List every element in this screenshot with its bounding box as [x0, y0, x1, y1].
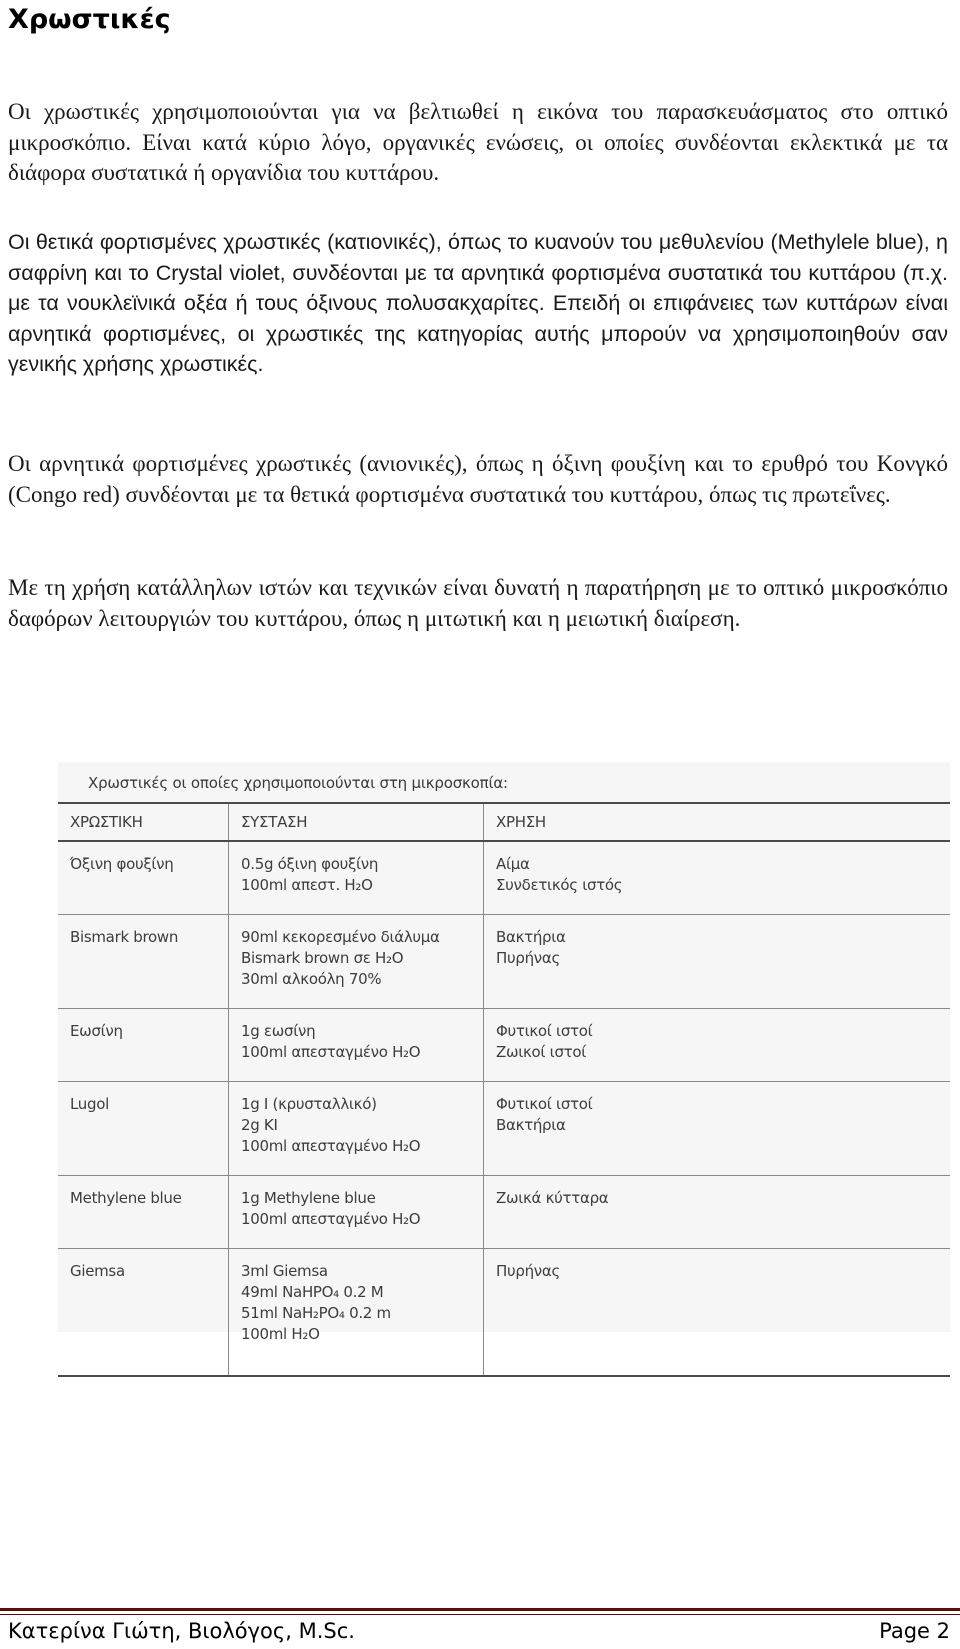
footer-author: Κατερίνα Γιώτη, Βιολόγος, M.Sc.	[8, 1619, 355, 1643]
composition-line: 90ml κεκορεσμένο διάλυμα	[241, 928, 440, 946]
composition-line: 100ml H₂O	[241, 1325, 320, 1343]
table-row	[58, 841, 950, 915]
use-line: Ζωικά κύτταρα	[496, 1189, 609, 1207]
cell-use	[484, 1009, 951, 1082]
use-line: Βακτήρια	[496, 928, 566, 946]
composition-line: 100ml απεσταγμένο H₂O	[241, 1137, 421, 1155]
column-header-use: ΧΡΗΣΗ	[484, 803, 951, 841]
page-heading: Χρωστικές	[8, 4, 171, 35]
use-line: Φυτικοί ιστοί	[496, 1095, 593, 1113]
composition-line: 3ml Giemsa	[241, 1262, 328, 1280]
composition-line: 2g KI	[241, 1116, 278, 1134]
composition-line: Bismark brown σε H₂O	[241, 949, 404, 967]
column-header-stain: ΧΡΩΣΤΙΚΗ	[58, 803, 229, 841]
cell-use	[484, 1249, 951, 1377]
footer-rule-thin	[0, 1614, 960, 1615]
cell-stain: Lugol	[58, 1082, 229, 1176]
cell-stain: Όξινη φουξίνη	[58, 841, 229, 915]
paragraph-microscope-observation: Με τη χρήση κατάλληλων ιστών και τεχνικών είναι δυνατή η παρατήρηση με το οπτικό μικροσκόπιο δαφόρων λειτουργιών του κυττάρου, όπως η μιτωτική και η μειωτική διαίρεση.	[8, 575, 948, 631]
use-line: Ζωικοί ιστοί	[496, 1043, 587, 1061]
composition-line: 51ml NaH₂PO₄ 0.2 m	[241, 1304, 391, 1322]
cell-stain: Bismark brown	[58, 915, 229, 1009]
use-line: Πυρήνας	[496, 1262, 560, 1280]
table-row	[58, 1009, 950, 1082]
column-header-composition: ΣΥΣΤΑΣΗ	[229, 803, 484, 841]
composition-line: 1g Methylene blue	[241, 1189, 376, 1207]
cell-composition	[229, 1009, 484, 1082]
footer-page-number: Page 2	[879, 1619, 950, 1643]
composition-line: 100ml απεσταγμένο H₂O	[241, 1210, 421, 1228]
cell-use	[484, 915, 951, 1009]
use-line: Συνδετικός ιστός	[496, 876, 623, 894]
figure-caption: Χρωστικές οι οποίες χρησιμοποιούνται στη μικροσκοπία:	[88, 774, 508, 792]
stains-table-figure	[58, 762, 950, 1343]
composition-line: 0.5g όξινη φουξίνη	[241, 855, 379, 873]
table-row	[58, 1249, 950, 1377]
cell-composition	[229, 1082, 484, 1176]
paragraph-cationic-stains: Οι θετικά φορτισμένες χρωστικές (κατιονικές), όπως το κυανούν του μεθυλενίου (Methylele blue), η σαφρίνη και το Crystal violet, συνδέονται με τα αρνητικά φορτισμένα συστατικά του κυττάρου (π.χ. με τα νουκλεϊνικά οξέα ή τους όξινους πολυσακχαρίτες. Επειδή οι επιφάνειες των κυττάρων είναι αρνητικά φορτισμένες, οι χρωστικές της κατηγορίας αυτής μπορούν να χρησιμοποιηθούν σαν γενικής χρήσης χρωστικές.	[8, 230, 948, 376]
cell-composition	[229, 1249, 484, 1377]
composition-line: 1g εωσίνη	[241, 1022, 316, 1040]
table-row	[58, 1176, 950, 1249]
cell-stain: Εωσίνη	[58, 1009, 229, 1082]
composition-line: 30ml αλκοόλη 70%	[241, 970, 382, 988]
paragraph-anionic-stains: Οι αρνητικά φορτισμένες χρωστικές (ανιονικές), όπως η όξινη φουξίνη και το ερυθρό του Κονγκό (Congo red) συνδέονται με τα θετικά φορτισμένα συστατικά του κυττάρου, όπως τις πρωτεΐνες.	[8, 451, 948, 507]
cell-stain: Methylene blue	[58, 1176, 229, 1249]
cell-composition	[229, 1176, 484, 1249]
cell-use	[484, 1082, 951, 1176]
table-header-row	[58, 803, 950, 841]
use-line: Βακτήρια	[496, 1116, 566, 1134]
cell-stain: Giemsa	[58, 1249, 229, 1377]
table-row	[58, 915, 950, 1009]
footer-rule	[0, 1608, 960, 1611]
composition-line: 100ml απεσταγμένο H₂O	[241, 1043, 421, 1061]
paragraph-intro: Οι χρωστικές χρησιμοποιούνται για να βελτιωθεί η εικόνα του παρασκευάσματος στο οπτικό μικροσκόπιο. Είναι κατά κύριο λόγο, οργανικές ενώσεις, οι οποίες συνδέονται εκλεκτικά με τα διάφορα συστατικά ή οργανίδια του κυττάρου.	[8, 99, 948, 185]
composition-line: 100ml απεστ. H₂O	[241, 876, 373, 894]
composition-line: 49ml NaHPO₄ 0.2 M	[241, 1283, 384, 1301]
composition-line: 1g I (κρυσταλλικό)	[241, 1095, 377, 1113]
stains-table	[58, 802, 950, 1377]
cell-composition	[229, 841, 484, 915]
cell-composition	[229, 915, 484, 1009]
cell-use	[484, 1176, 951, 1249]
use-line: Αίμα	[496, 855, 530, 873]
table-row	[58, 1082, 950, 1176]
use-line: Φυτικοί ιστοί	[496, 1022, 593, 1040]
use-line: Πυρήνας	[496, 949, 560, 967]
cell-use	[484, 841, 951, 915]
